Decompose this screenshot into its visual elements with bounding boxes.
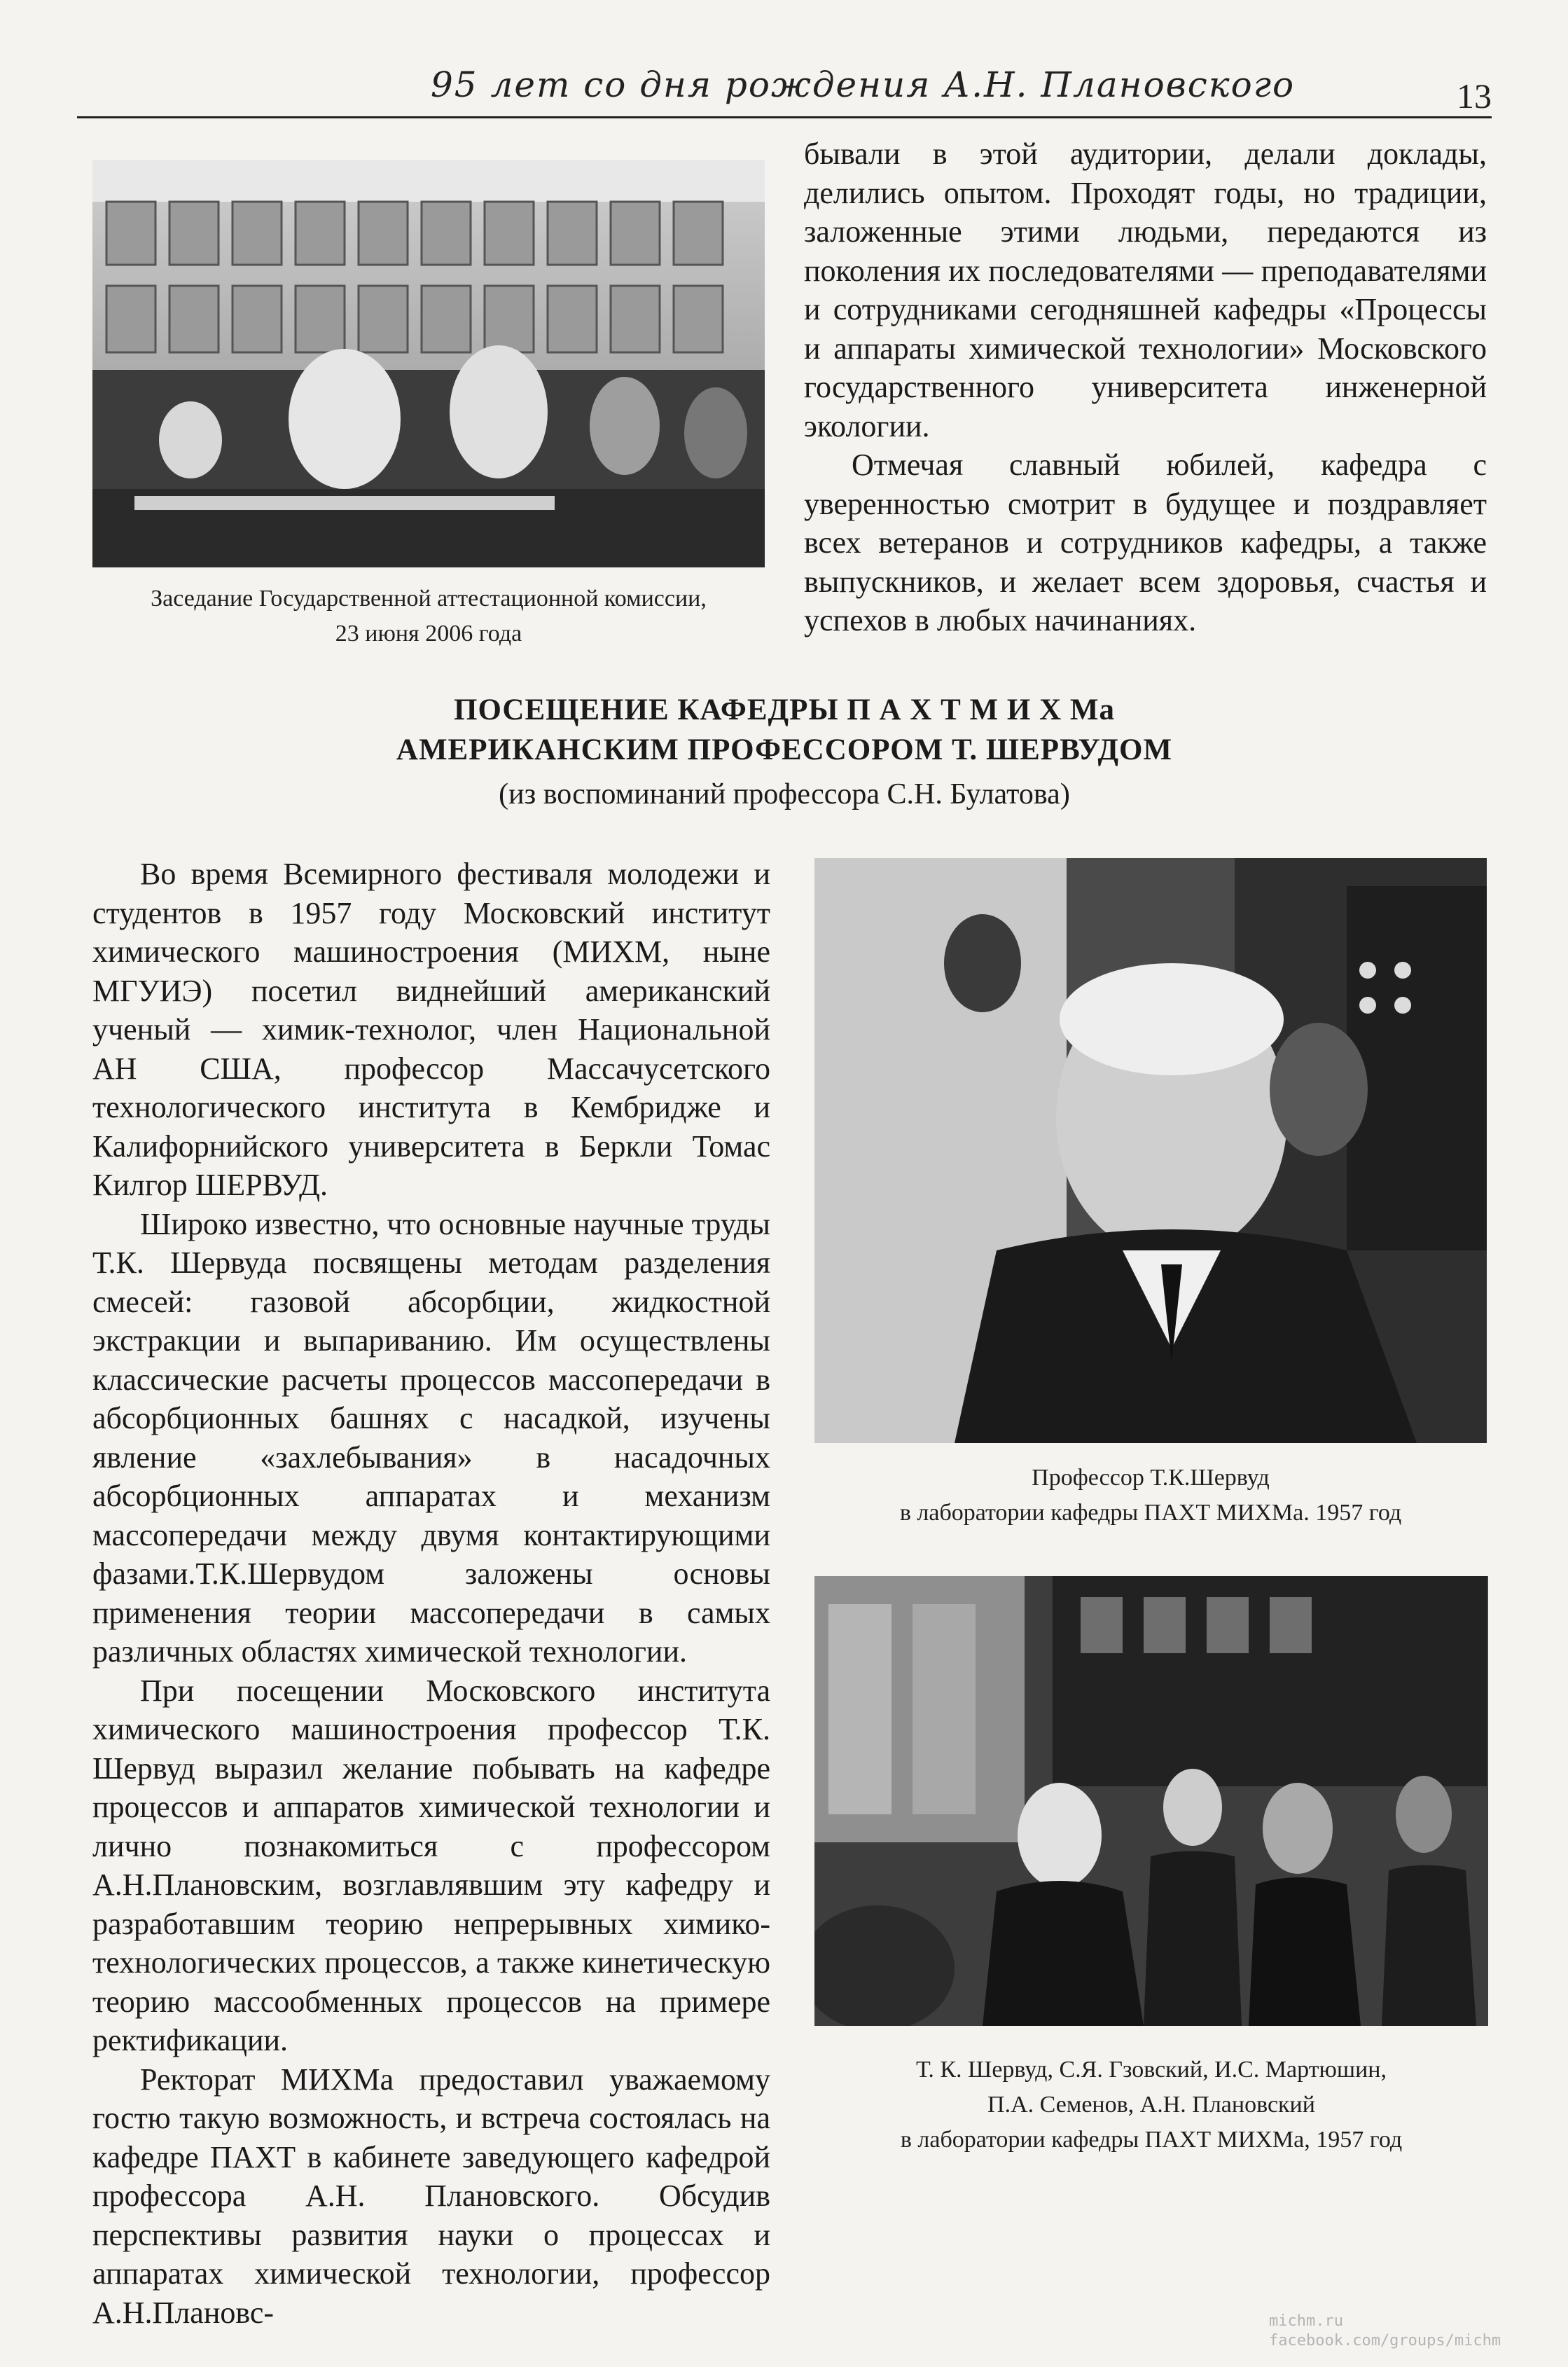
sherwood-photo-caption <box>814 1461 1487 1531</box>
paragraph: Ректорат МИХМа предоставил уважаемому гостю такую возможность, и встреча состоялась на кафедре ПАХТ в кабинете заведующего кафедрой профессора А.Н. Плановского. Обсудив перспективы развития науки о процессах и аппаратах химической технологии, профессор А.Н.Плановс- <box>92 2062 770 2330</box>
top-right-text <box>804 134 1487 640</box>
caption-line: Профессор Т.К.Шервуд <box>1032 1465 1270 1491</box>
article-title <box>210 690 1359 770</box>
running-header <box>77 60 1492 118</box>
article-body <box>92 855 770 2332</box>
commission-photo-caption <box>92 581 765 651</box>
group-photo-caption <box>814 2052 1488 2158</box>
article-subtitle: (из воспоминаний профессора С.Н. Булатова) <box>499 778 1070 810</box>
paragraph: бывали в этой аудитории, делали доклады, делились опытом. Проходят годы, но традиции, заложенные этими людьми, передаются из поколения их последователями — преподавателями и сотрудниками сегодняшней кафедры «Процессы и аппараты химической технологии» Московского государственного университета инженерной экологии. <box>804 137 1487 443</box>
caption-line: в лаборатории кафедры ПАХТ МИХМа. 1957 год <box>899 1500 1402 1526</box>
caption-line: П.А. Семенов, А.Н. Плановский <box>987 2092 1315 2118</box>
caption-line: в лаборатории кафедры ПАХТ МИХМа, 1957 год <box>900 2127 1403 2153</box>
group-lab-photo <box>814 1576 1488 2026</box>
paragraph: Широко известно, что основные научные труды Т.К. Шервуда посвящены методам разделения смесей: газовой абсорбции, жидкостной экстракции и выпариванию. Им осуществлены классические расчеты процессов массопередачи в абсорбционных башнях с насадкой, изучены явление «захлебывания» в насадочных абсорбционных аппаратах и механизм массопередачи между двумя контактирующими фазами.Т.К.Шервудом заложены основы применения теории массопередачи в самых различных областях химической технологии. <box>92 1206 770 1669</box>
page-number: 13 <box>1457 76 1492 116</box>
sherwood-portrait-photo <box>814 858 1487 1443</box>
caption-line: Т. К. Шервуд, С.Я. Гзовский, И.С. Мартюшин, <box>915 2057 1387 2083</box>
watermark <box>1269 2312 1501 2351</box>
paragraph: Во время Всемирного фестиваля молодежи и студентов в 1957 году Московский институт химического машиностроения (МИХМ, ныне МГУИЭ) посетил виднейший американский ученый — химик-технолог, член Национальной АН США, профессор Массачусетского технологического института в Кембридже и Калифорнийского университета в Беркли Томас Килгор ШЕРВУД. <box>92 857 770 1202</box>
caption-line: Заседание Государственной аттестационной комиссии, <box>151 586 707 612</box>
commission-meeting-photo <box>92 160 765 567</box>
watermark-line: facebook.com/groups/michm <box>1269 2332 1501 2349</box>
caption-line: 23 июня 2006 года <box>335 621 522 647</box>
watermark-line: michm.ru <box>1269 2312 1343 2330</box>
paragraph: Отмечая славный юбилей, кафедра с уверенностью смотрит в будущее и поздравляет всех ветеранов и сотрудников кафедры, а также выпускников, и желает всем здоровья, счастья и успехов в любых начинаниях. <box>804 448 1487 637</box>
paragraph: При посещении Московского института химического машиностроения профессор Т.К. Шервуд выразил желание побывать на кафедре процессов и аппаратов химической технологии и лично познакомиться с профессором А.Н.Плановским, возглавлявшим эту кафедру и разработавшим теорию непрерывных химико-технологических процессов, а также кинетическую теорию массообменных процессов на примере ректификации. <box>92 1673 770 2057</box>
header-title: 95 лет со дня рождения А.Н. Плановского <box>431 64 1296 105</box>
article-title-line: АМЕРИКАНСКИМ ПРОФЕССОРОМ Т. ШЕРВУДОМ <box>396 733 1173 766</box>
article-title-line: ПОСЕЩЕНИЕ КАФЕДРЫ П А Х Т М И Х Ма <box>454 693 1115 726</box>
